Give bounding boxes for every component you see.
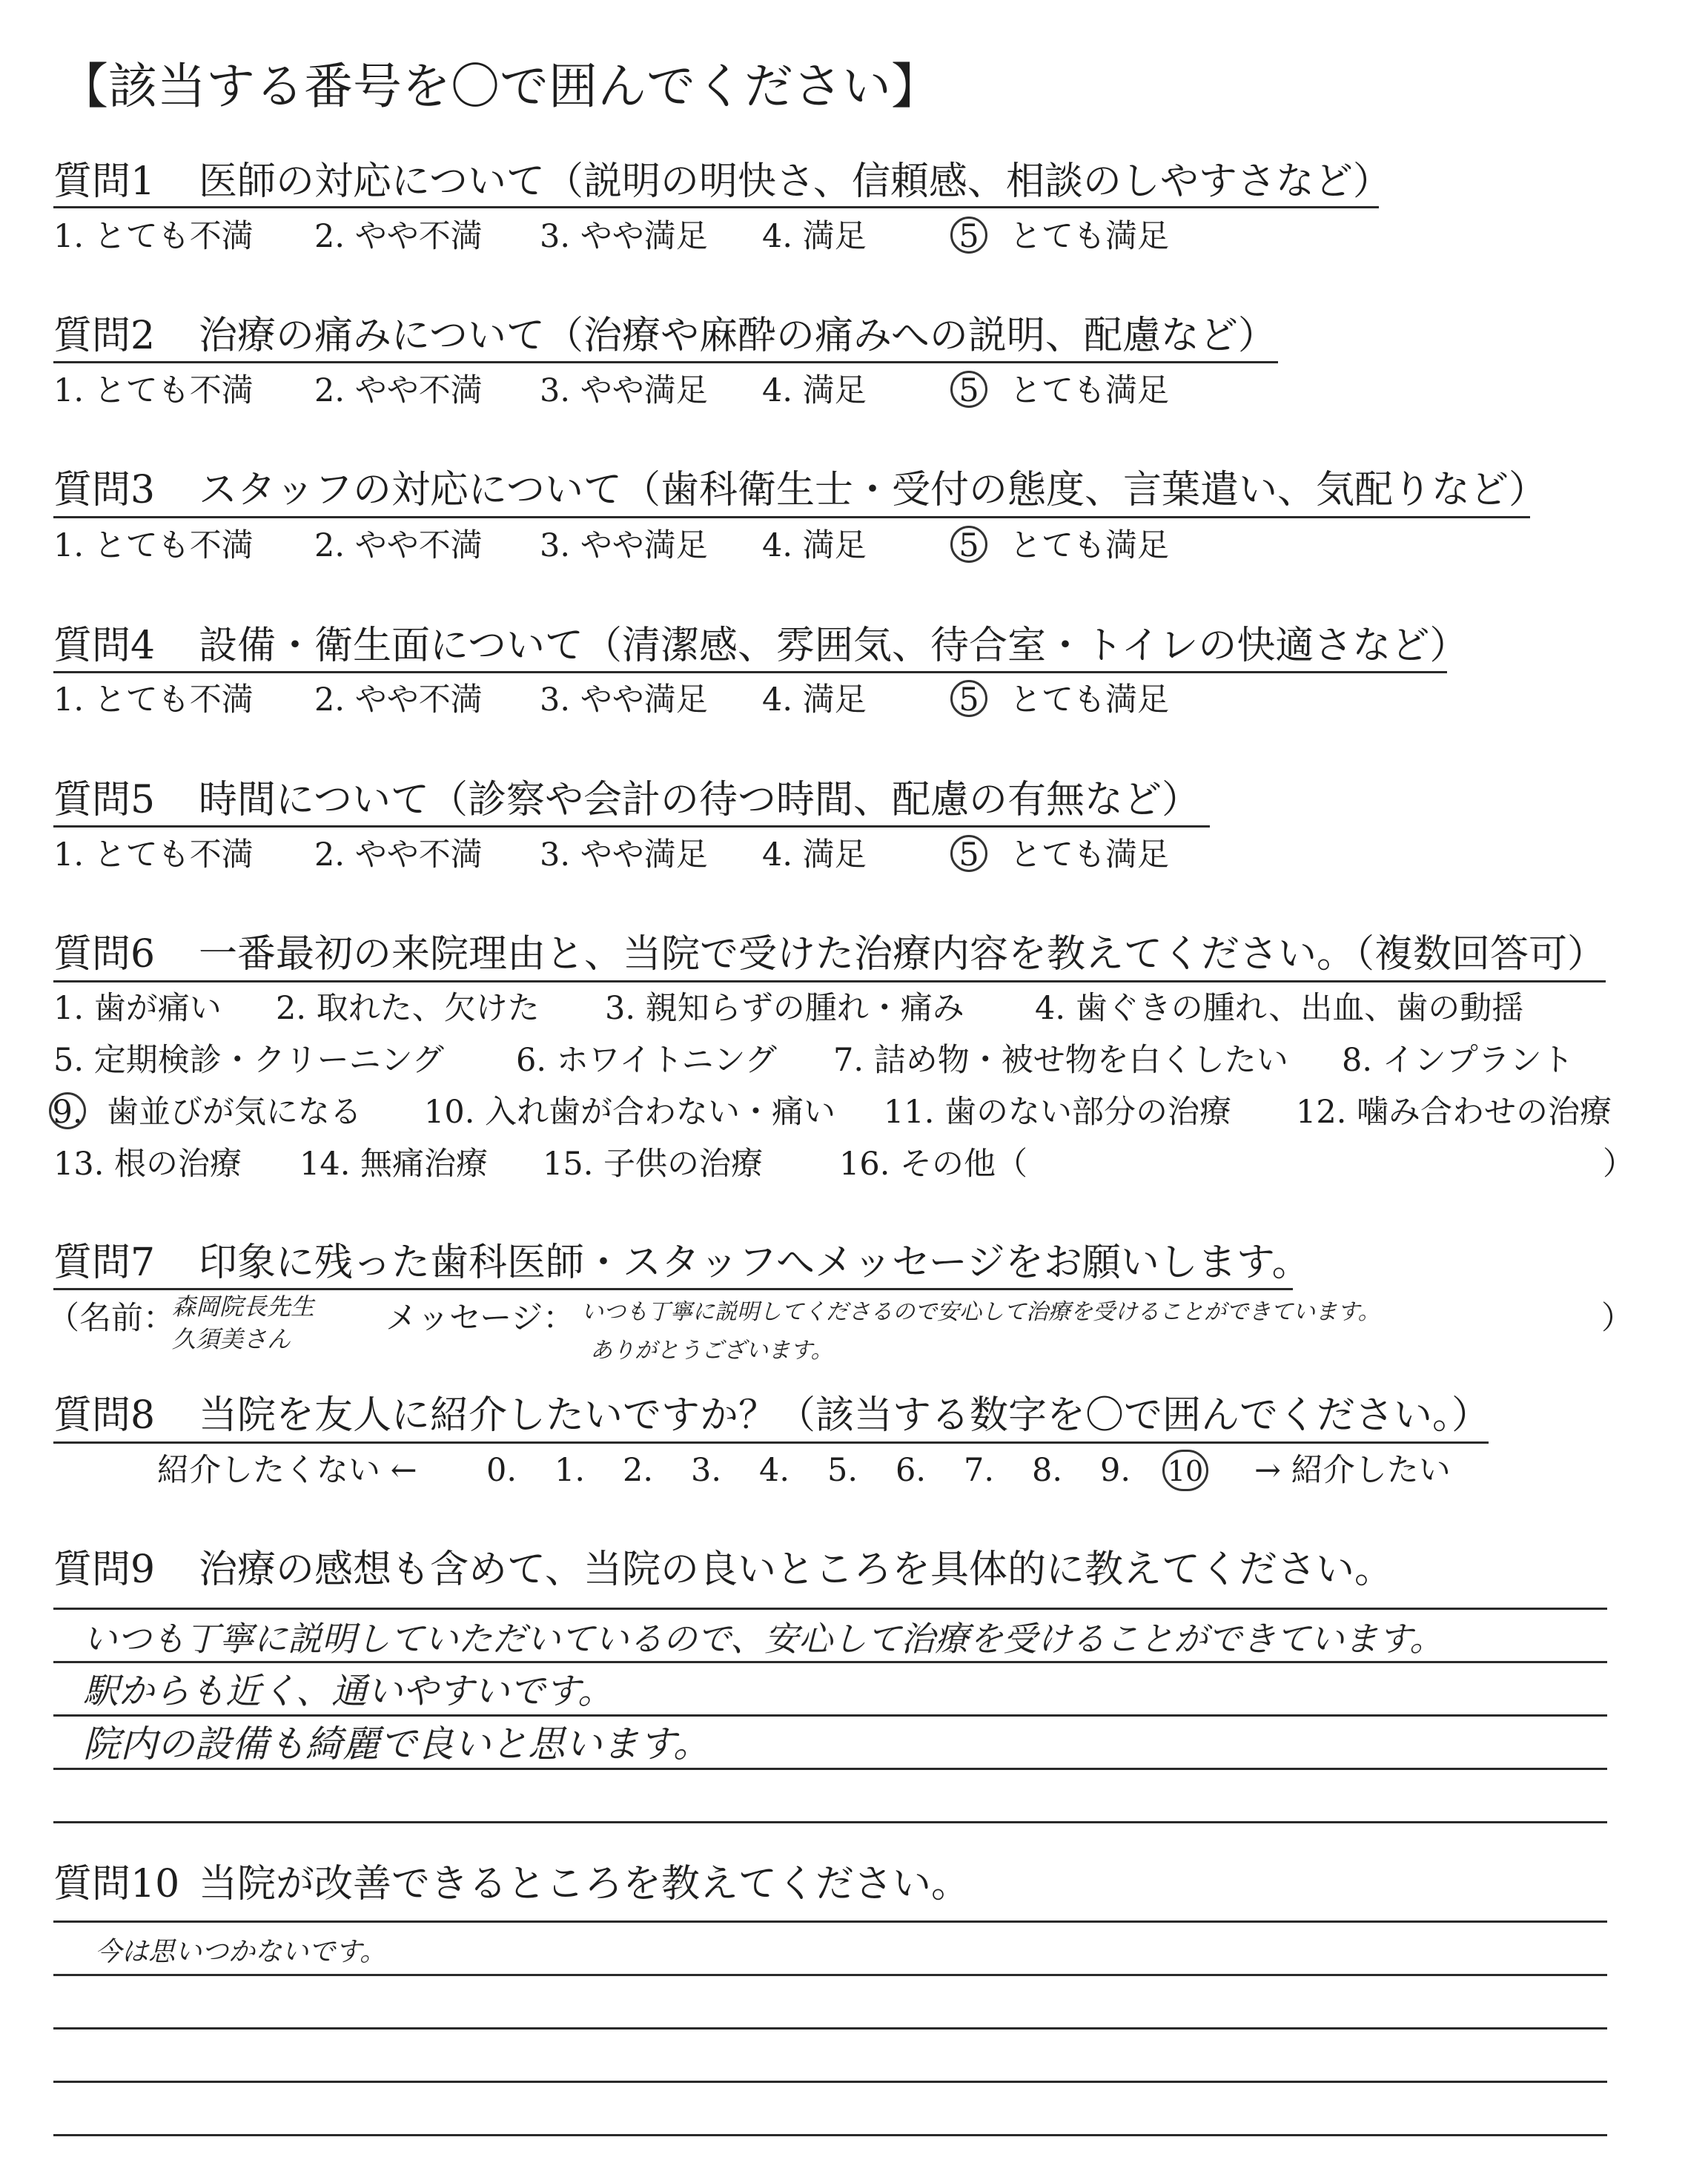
q9-writing-line <box>53 1768 1607 1770</box>
q10-answer-line-1[interactable]: 今は思いつかないです。 <box>95 1937 387 1967</box>
q1-option-1[interactable]: 1. とても不満 <box>53 218 254 255</box>
q6-option-10[interactable]: 10. 入れ歯が合わない・痛い <box>424 1094 836 1131</box>
q1-option-2[interactable]: 2. やや不満 <box>314 218 483 255</box>
question-10-heading <box>53 1860 970 1909</box>
q6-option-16-close: ） <box>1603 1146 1635 1183</box>
question-1-number: 質問1 <box>53 159 156 204</box>
question-2-text: 治療の痛みについて（治療や麻酔の痛みへの説明、配慮など） <box>199 314 1277 358</box>
question-1-underline <box>53 206 1379 208</box>
question-5-underline <box>53 825 1210 828</box>
q4-option-4[interactable]: 4. 満足 <box>762 681 867 719</box>
question-3-heading <box>53 466 1547 515</box>
q6-option-9-label: 歯並びが気になる <box>107 1094 362 1131</box>
q2-option-5-selected[interactable] <box>958 369 990 413</box>
q8-option-7[interactable]: 7. <box>964 1452 995 1489</box>
question-8-number: 質問8 <box>53 1393 156 1438</box>
q9-answer-line-3[interactable]: 院内の設備も綺麗で良いと思います。 <box>83 1723 710 1766</box>
q9-writing-line <box>53 1714 1607 1717</box>
question-7-heading <box>53 1238 1311 1287</box>
selection-circle: 10 <box>1162 1450 1208 1491</box>
question-3-text: スタッフの対応について（歯科衛生士・受付の態度、言葉遣い、気配りなど） <box>199 468 1547 512</box>
q7-message-value-1[interactable]: いつも丁寧に説明してくださるので安心して治療を受けることができています。 <box>581 1299 1380 1325</box>
q4-option-5-selected[interactable] <box>958 678 990 722</box>
q1-option-3[interactable]: 3. やや満足 <box>540 218 708 255</box>
question-6-heading <box>53 930 1606 979</box>
q6-option-1[interactable]: 1. 歯が痛い <box>53 990 222 1027</box>
q2-option-3[interactable]: 3. やや満足 <box>540 372 708 409</box>
question-9-text: 治療の感想も含めて、当院の良いところを具体的に教えてください。 <box>199 1548 1393 1592</box>
selection-circle: 5 <box>950 835 987 872</box>
question-8-text: 当院を友人に紹介したいですか？（該当する数字を〇で囲んでください。） <box>199 1393 1491 1438</box>
question-3-number: 質問3 <box>53 468 156 512</box>
q6-option-12[interactable]: 12. 噛み合わせの治療 <box>1296 1094 1612 1131</box>
q4-option-2[interactable]: 2. やや不満 <box>314 681 483 719</box>
q8-option-4[interactable]: 4. <box>759 1452 790 1489</box>
q6-option-3[interactable]: 3. 親知らずの腫れ・痛み <box>605 990 964 1027</box>
q6-option-5[interactable]: 5. 定期検診・クリーニング <box>53 1042 444 1079</box>
question-6-text: 一番最初の来院理由と、当院で受けた治療内容を教えてください。（複数回答可） <box>199 932 1606 977</box>
q10-writing-line <box>53 2027 1607 2029</box>
q7-name-label: （名前： <box>47 1300 175 1337</box>
q8-option-2[interactable]: 2. <box>623 1452 654 1489</box>
question-5-number: 質問5 <box>53 778 156 822</box>
question-2-heading <box>53 311 1277 360</box>
q5-option-3[interactable]: 3. やや満足 <box>540 836 708 873</box>
q3-option-4[interactable]: 4. 満足 <box>762 527 867 564</box>
q8-right-label: → 紹介したい <box>1254 1452 1451 1489</box>
q6-option-6[interactable]: 6. ホワイトニング <box>516 1042 777 1079</box>
question-9-heading <box>53 1545 1393 1594</box>
q6-option-14[interactable]: 14. 無痛治療 <box>299 1146 489 1183</box>
q3-option-2[interactable]: 2. やや不満 <box>314 527 483 564</box>
q7-close-paren: ） <box>1601 1300 1633 1337</box>
question-7-underline <box>53 1288 1293 1290</box>
q6-option-9-selected[interactable] <box>53 1090 89 1135</box>
page-title: 【該当する番号を〇で囲んでください】 <box>59 58 940 115</box>
q4-option-3[interactable]: 3. やや満足 <box>540 681 708 719</box>
selection-circle: 5 <box>950 680 987 717</box>
question-9-number: 質問9 <box>53 1548 156 1592</box>
q6-option-13[interactable]: 13. 根の治療 <box>53 1146 242 1183</box>
q8-left-label: 紹介したくない ← <box>157 1452 417 1489</box>
q3-option-5-label: とても満足 <box>1010 527 1169 564</box>
question-6-underline <box>53 980 1606 982</box>
question-3-underline <box>53 516 1530 518</box>
q5-option-5-selected[interactable] <box>958 833 990 877</box>
question-8-underline <box>53 1441 1489 1444</box>
q9-writing-line <box>53 1661 1607 1663</box>
question-5-heading <box>53 776 1200 825</box>
q10-writing-line <box>53 1974 1607 1976</box>
q3-option-3[interactable]: 3. やや満足 <box>540 527 708 564</box>
selection-circle: 5 <box>950 526 987 563</box>
question-4-heading <box>53 621 1468 670</box>
question-2-number: 質問2 <box>53 314 156 358</box>
q6-option-16[interactable]: 16. その他（ <box>839 1146 1028 1183</box>
question-7-text: 印象に残った歯科医師・スタッフへメッセージをお願いします。 <box>199 1241 1311 1285</box>
q8-option-10-selected[interactable] <box>1167 1448 1211 1493</box>
q2-option-2[interactable]: 2. やや不満 <box>314 372 483 409</box>
question-6-number: 質問6 <box>53 932 156 977</box>
q5-option-2[interactable]: 2. やや不満 <box>314 836 483 873</box>
question-2-underline <box>53 361 1278 363</box>
q5-option-4[interactable]: 4. 満足 <box>762 836 867 873</box>
question-10-number: 質問10 <box>53 1862 180 1906</box>
question-4-text: 設備・衛生面について（清潔感、雰囲気、待合室・トイレの快適さなど） <box>199 624 1469 668</box>
q6-option-15[interactable]: 15. 子供の治療 <box>543 1146 764 1183</box>
q6-option-11[interactable]: 11. 歯のない部分の治療 <box>884 1094 1232 1131</box>
question-7-number: 質問7 <box>53 1241 156 1285</box>
q2-option-5-label: とても満足 <box>1010 372 1169 409</box>
question-8-heading <box>53 1391 1490 1440</box>
q6-option-8[interactable]: 8. インプラント <box>1342 1042 1574 1079</box>
q3-option-1[interactable]: 1. とても不満 <box>53 527 254 564</box>
question-4-underline <box>53 671 1447 673</box>
question-5-text: 時間について（診察や会計の待つ時間、配慮の有無など） <box>199 778 1200 822</box>
q6-option-7[interactable]: 7. 詰め物・被せ物を白くしたい <box>833 1042 1288 1079</box>
q1-option-4[interactable]: 4. 満足 <box>762 218 867 255</box>
q8-option-1[interactable]: 1. <box>555 1452 586 1489</box>
q8-option-3[interactable]: 3. <box>691 1452 722 1489</box>
q1-option-5-label: とても満足 <box>1010 218 1169 255</box>
q8-option-5[interactable]: 5. <box>827 1452 858 1489</box>
q2-option-1[interactable]: 1. とても不満 <box>53 372 254 409</box>
q6-option-2[interactable]: 2. 取れた、欠けた <box>276 990 540 1027</box>
q9-answer-line-2[interactable]: 駅からも近く、通いやすいです。 <box>83 1671 614 1712</box>
question-1-text: 医師の対応について（説明の明快さ、信頼感、相談のしやすさなど） <box>199 159 1391 204</box>
q7-name-value-2[interactable]: 久須美さん <box>172 1325 291 1353</box>
q5-option-1[interactable]: 1. とても不満 <box>53 836 254 873</box>
q5-option-5-label: とても満足 <box>1010 836 1169 873</box>
q7-message-value-2[interactable]: ありがとうございます。 <box>590 1338 833 1364</box>
q10-writing-line <box>53 1920 1607 1923</box>
q9-answer-line-1[interactable]: いつも丁寧に説明していただいているので、安心して治療を受けることができています。 <box>83 1619 1444 1659</box>
selection-circle: 9. <box>49 1092 86 1129</box>
selection-circle: 5 <box>950 371 987 408</box>
q9-writing-line <box>53 1608 1607 1610</box>
q7-message-label: メッセージ： <box>385 1300 575 1337</box>
q10-writing-line <box>53 2134 1607 2136</box>
q10-writing-line <box>53 2081 1607 2083</box>
question-10-text: 当院が改善できるところを教えてください。 <box>199 1862 970 1906</box>
question-1-heading <box>53 157 1391 206</box>
q8-option-8[interactable]: 8. <box>1032 1452 1063 1489</box>
q8-option-6[interactable]: 6. <box>896 1452 927 1489</box>
q4-option-5-label: とても満足 <box>1010 681 1169 719</box>
q3-option-5-selected[interactable] <box>958 524 990 568</box>
q6-option-4[interactable]: 4. 歯ぐきの腫れ、出血、歯の動揺 <box>1035 990 1524 1027</box>
question-4-number: 質問4 <box>53 624 156 668</box>
q8-option-9[interactable]: 9. <box>1100 1452 1131 1489</box>
q2-option-4[interactable]: 4. 満足 <box>762 372 867 409</box>
q4-option-1[interactable]: 1. とても不満 <box>53 681 254 719</box>
selection-circle: 5 <box>950 217 987 254</box>
q1-option-5-selected[interactable] <box>958 214 990 259</box>
q7-name-value-1[interactable]: 森岡院長先生 <box>172 1292 315 1321</box>
q8-option-0[interactable]: 0. <box>486 1452 517 1489</box>
q9-writing-line <box>53 1821 1607 1823</box>
